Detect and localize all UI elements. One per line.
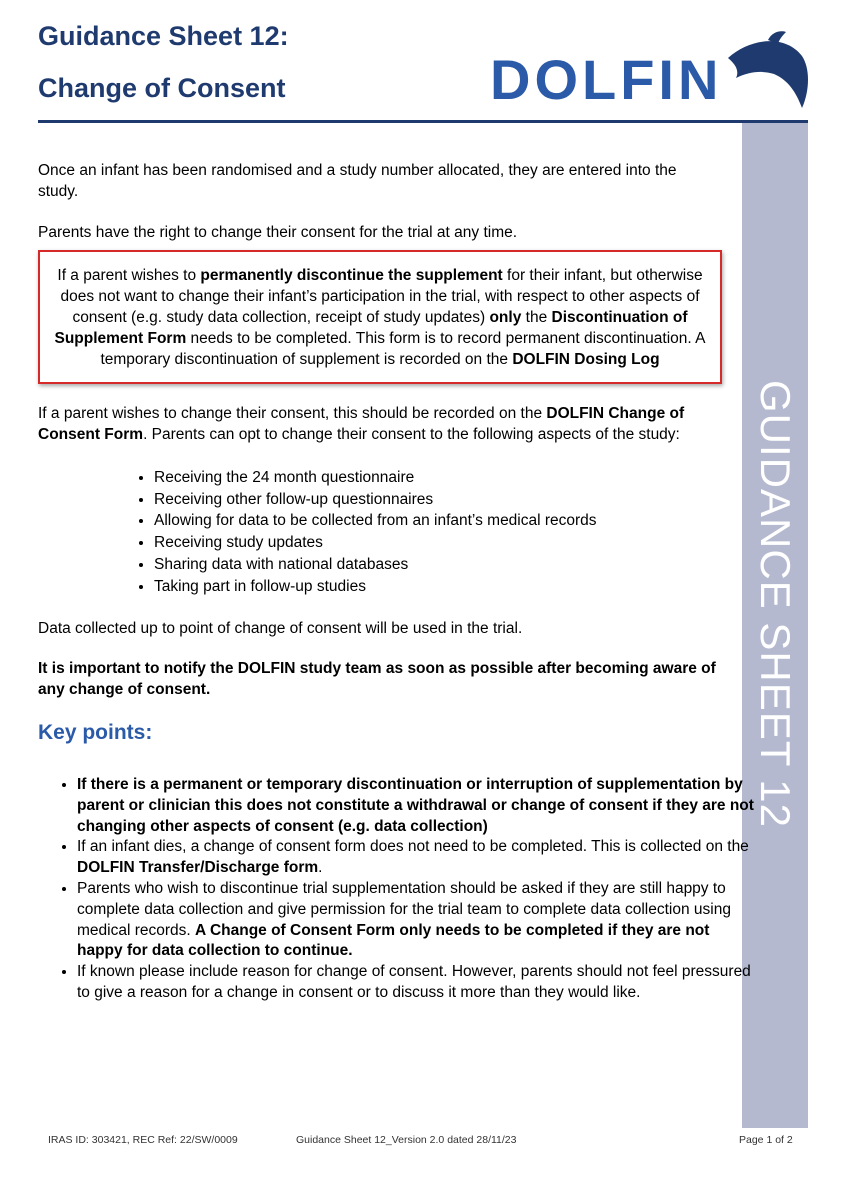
change-of-consent-paragraph: If a parent wishes to change their consent, this should be recorded on the DOLFIN Change of Consent Form. Parents can opt to change their consent to the following aspects of the study: — [38, 405, 685, 443]
data-note: Data collected up to point of change of consent will be used in the trial. — [38, 620, 523, 637]
dolfin-logo — [490, 30, 812, 115]
list-item: • Receiving other follow-up questionnaires — [154, 489, 597, 511]
consent-aspects-list — [116, 467, 597, 597]
key-point: • Parents who wish to discontinue trial supplementation should be asked if they are still happy to complete data collection and give permission for the trial team to complete data collection using medical records. A Change of Consent Form only needs to be completed if they are not happy for data collection to continue. — [77, 879, 757, 962]
list-item: • Taking part in follow-up studies — [154, 576, 597, 598]
key-point: • If there is a permanent or temporary discontinuation or interruption of supplementation by parent or clinician this does not constitute a withdrawal or change of consent if they are not changing other aspects of consent (e.g. data collection) — [77, 775, 757, 837]
important-note: It is important to notify the DOLFIN study team as soon as possible after becoming aware of any change of consent. — [38, 660, 716, 698]
dolphin-icon — [490, 30, 812, 115]
list-item: • Allowing for data to be collected from an infant’s medical records — [154, 510, 597, 532]
key-point: • If known please include reason for change of consent. However, parents should not feel pressured to give a reason for a change in consent or to discuss it more than they would like. — [77, 962, 757, 1004]
intro-paragraph: Once an infant has been randomised and a study number allocated, they are entered into the study. — [38, 162, 677, 200]
key-points-heading: Key points: — [38, 721, 153, 744]
key-points-list — [38, 775, 757, 1004]
list-item: • Receiving study updates — [154, 532, 597, 554]
list-item: • Sharing data with national databases — [154, 554, 597, 576]
logo-wordmark: DOLFIN — [490, 48, 723, 111]
rights-paragraph: Parents have the right to change their consent for the trial at any time. — [38, 224, 518, 241]
discontinuation-notice-box — [38, 250, 722, 384]
header-divider — [38, 120, 808, 123]
footer-page-number: Page 1 of 2 — [739, 1134, 793, 1146]
footer-version: Guidance Sheet 12_Version 2.0 dated 28/11/23 — [296, 1134, 517, 1146]
footer-reference: IRAS ID: 303421, REC Ref: 22/SW/0009 — [48, 1134, 238, 1146]
page-title-line-2: Change of Consent — [38, 73, 286, 103]
page-title-line-1: Guidance Sheet 12: — [38, 21, 289, 51]
side-banner-label: GUIDANCE SHEET 12 — [752, 380, 799, 829]
notice-text: If a parent wishes to permanently discontinue the supplement for their infant, but otherwise does not want to change their infant’s participation in the trial, with respect to other aspects of consent (e.g. study data collection, receipt of study updates) only the Discontinuation of Supplement Form needs to be completed. This form is to record permanent discontinuation. A temporary discontinuation of supplement is recorded on the DOLFIN Dosing Log — [54, 267, 706, 368]
key-point: • If an infant dies, a change of consent form does not need to be completed. This is collected on the DOLFIN Transfer/Discharge form. — [77, 837, 757, 879]
list-item: • Receiving the 24 month questionnaire — [154, 467, 597, 489]
